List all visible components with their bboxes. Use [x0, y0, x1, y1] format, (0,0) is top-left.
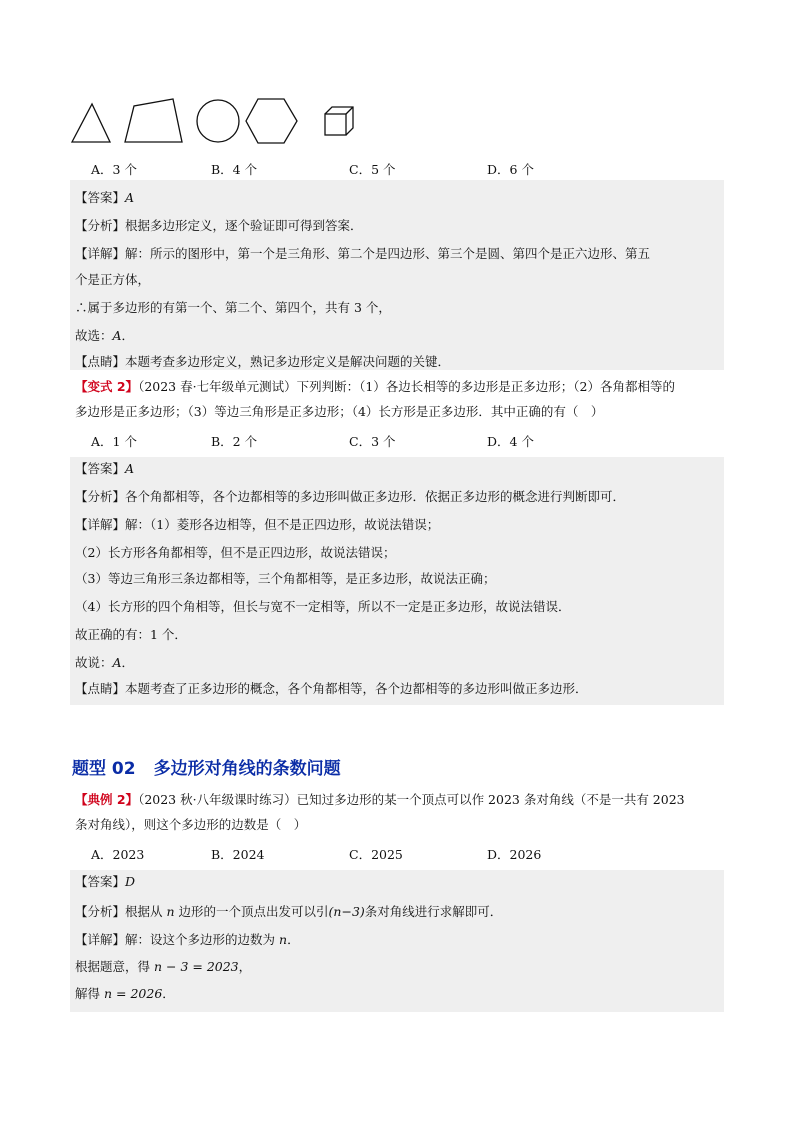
analysis-line: 【分析】根据从 n 边形的一个顶点出发可以引(n−3)条对角线进行求解即可． [75, 904, 503, 919]
options-row-2 [91, 432, 731, 452]
option-d: D．6 个 [487, 162, 534, 177]
quadrilateral-shape [125, 99, 182, 142]
option-b: B．4 个 [211, 162, 258, 177]
hexagon-shape [246, 99, 297, 143]
section-title: 多边形对角线的条数问题 [153, 759, 341, 779]
comment-line: 【点睛】本题考查多边形定义，熟记多边形定义是解决问题的关键． [75, 354, 451, 369]
detail-line-2: 根据题意，得 n − 3 = 2023， [75, 959, 252, 974]
comment-line: 【点睛】本题考查了正多边形的概念，各个角都相等，各个边都相等的多边形叫做正多边形． [75, 681, 588, 696]
option-b: B．2 个 [211, 434, 258, 449]
option-a: A．1 个 [91, 434, 137, 449]
solution-block-1 [70, 180, 724, 370]
detail-line-3: ∴属于多边形的有第一个、第二个、第四个，共有 3 个， [75, 300, 391, 315]
formula: n = 2026 [103, 986, 163, 1001]
analysis-line: 【分析】各个角都相等，各个边都相等的多边形叫做正多边形．依据正多边形的概念进行判断即可． [75, 489, 626, 504]
section-number: 题型 02 [72, 759, 136, 779]
options-row-1 [91, 160, 731, 180]
option-a: A．3 个 [91, 162, 137, 177]
variant-2-line-1: 【变式 2】（2023 春·七年级单元测试）下列判断：（1）各边长相等的多边形是正多边形；（2）各角都相等的 [75, 379, 675, 394]
option-a: A．2023 [91, 847, 145, 862]
formula: (n−3) [328, 904, 365, 919]
option-d: D．2026 [487, 847, 542, 862]
detail-line-1: 【详解】解：（1）菱形各边相等，但不是正四边形，故说法错误； [75, 517, 440, 532]
circle-shape [197, 100, 239, 142]
shapes-figure [70, 96, 370, 148]
solution-block-2 [70, 457, 724, 705]
answer-line: 【答案】A [75, 461, 135, 476]
cube-shape [325, 107, 353, 135]
detail-line-1: 【详解】解：设这个多边形的边数为 n． [75, 932, 300, 947]
answer-line: 【答案】A [75, 190, 135, 205]
detail-line-4: （4）长方形的四个角相等，但长与宽不一定相等，所以不一定是正多边形，故说法错误． [75, 599, 571, 614]
option-b: B．2024 [211, 847, 265, 862]
variant-2-question [75, 374, 725, 424]
options-row-3 [91, 845, 731, 865]
example-2-label: 【典例 2】 [75, 792, 139, 807]
answer-value: D [125, 874, 136, 889]
triangle-shape [72, 104, 110, 142]
option-c: C．5 个 [349, 162, 396, 177]
formula: n − 3 = 2023 [153, 959, 239, 974]
example-2-question [75, 787, 725, 837]
detail-line-3: （3）等边三角形三条边都相等，三个角都相等，是正多边形，故说法正确； [75, 571, 496, 586]
variant-2-line-2: 多边形是正多边形；（3）等边三角形是正多边形；（4）长方形是正多边形．其中正确的有（ ） [75, 404, 604, 419]
detail-line-5: 故正确的有：1 个． [75, 627, 187, 642]
section-heading [72, 754, 341, 779]
detail-line-2: （2）长方形各角都相等，但不是正四边形，故说法错误； [75, 545, 396, 560]
option-c: C．3 个 [349, 434, 396, 449]
detail-line-6: 故说：A． [75, 655, 135, 670]
variant-2-label: 【变式 2】 [75, 379, 139, 394]
detail-line-1: 【详解】解：所示的图形中，第一个是三角形、第二个是四边形、第三个是圆、第四个是正六边形、第五 [75, 246, 651, 261]
answer-value: A [125, 190, 135, 205]
analysis-line: 【分析】根据多边形定义，逐个验证即可得到答案． [75, 218, 363, 233]
option-c: C．2025 [349, 847, 403, 862]
detail-line-3: 解得 n = 2026． [75, 986, 175, 1001]
example-2-line-1: 【典例 2】（2023 秋·八年级课时练习）已知过多边形的某一个顶点可以作 2023 条对角线（不是一共有 2023 [75, 792, 685, 807]
option-d: D．4 个 [487, 434, 534, 449]
example-2-line-2: 条对角线），则这个多边形的边数是（ ） [75, 817, 307, 832]
detail-line-2: 个是正方体， [75, 272, 151, 287]
solution-block-3 [70, 870, 724, 1012]
answer-line: 【答案】D [75, 874, 136, 889]
detail-line-4: 故选：A． [75, 328, 135, 343]
answer-value: A [125, 461, 135, 476]
